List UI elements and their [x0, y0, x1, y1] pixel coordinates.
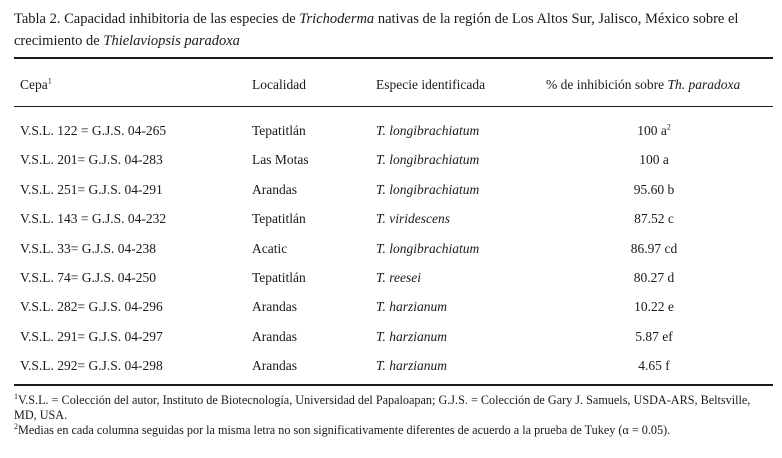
header-inhibicion: % de inhibición sobre Th. paradoxa: [546, 77, 741, 92]
cell-cepa: V.S.L. 122 = G.J.S. 04-265: [20, 123, 167, 138]
cell-localidad: Arandas: [252, 181, 297, 197]
top-rule: [14, 57, 773, 59]
header-especie: Especie identificada: [376, 77, 486, 92]
cell-localidad: Arandas: [252, 358, 297, 374]
cell-footnote-ref: 2: [666, 122, 671, 132]
cell-cepa: V.S.L. 291= G.J.S. 04-297: [20, 328, 163, 344]
bottom-rule: [14, 384, 773, 386]
cell-especie: T. harzianum: [376, 328, 448, 344]
cell-localidad: Las Motas: [252, 152, 309, 168]
cell-cepa: V.S.L. 74= G.J.S. 04-250: [20, 270, 157, 285]
cell-localidad: Arandas: [252, 299, 297, 315]
footnote-2: $^2$Medias en cada columna seguidas por la misma letra no son significativamente diferentes de acuerdo a la prueba de Tukey (α = 0.05).: [14, 421, 671, 437]
table-row: [14, 116, 773, 145]
table-row: [14, 322, 773, 351]
table-row: [14, 145, 773, 174]
cell-especie: T. longibrachiatum: [376, 181, 480, 197]
cell-localidad: Tepatitlán: [252, 270, 306, 285]
cell-localidad: Tepatitlán: [252, 211, 306, 227]
cell-cepa: V.S.L. 143 = G.J.S. 04-232: [20, 211, 167, 227]
footnotes: [14, 393, 774, 438]
cell-cepa: V.S.L. 33= G.J.S. 04-238: [20, 240, 157, 256]
caption-prefix: Tabla 2. Capacidad inhibitoria de las especies de: [14, 11, 300, 27]
cell-especie: T. harzianum: [376, 299, 448, 315]
cell-especie: T. reesei: [376, 270, 421, 285]
header-cepa-footnote-ref: 1: [47, 76, 52, 86]
cell-cepa: V.S.L. 201= G.J.S. 04-283: [20, 152, 163, 168]
table-row: [14, 204, 773, 233]
table-row: [14, 292, 773, 321]
caption-genus: Trichoderma: [299, 11, 375, 27]
cell-cepa: V.S.L. 292= G.J.S. 04-298: [20, 358, 163, 374]
table-caption: [14, 8, 774, 52]
cell-cepa: V.S.L. 282= G.J.S. 04-296: [20, 299, 163, 315]
table-row: [14, 175, 773, 204]
cell-inhibicion: 87.52 c: [634, 211, 674, 227]
table-row: [14, 351, 773, 380]
header-cepa: Cepa$^1$: [20, 76, 52, 92]
header-rule: [14, 106, 773, 107]
cell-especie: T. longibrachiatum: [376, 152, 480, 168]
cell-inhibicion: 5.87 ef: [635, 328, 673, 344]
cell-inhibicion: 86.97 cd: [630, 240, 678, 256]
cell-especie: T. longibrachiatum: [376, 123, 480, 138]
table-row: [14, 234, 773, 263]
cell-inhibicion: 95.60 b: [633, 181, 675, 197]
cell-localidad: Arandas: [252, 328, 297, 344]
cell-cepa: V.S.L. 251= G.J.S. 04-291: [20, 181, 163, 197]
cell-inhibicion: 80.27 d: [633, 270, 675, 285]
cell-inhibicion: 100 $a^2$: [637, 122, 671, 138]
cell-especie: T. longibrachiatum: [376, 240, 480, 256]
table-row: [14, 263, 773, 292]
cell-inhibicion: 4.65 f: [638, 358, 670, 374]
cell-especie: T. harzianum: [376, 358, 448, 374]
footnote-1: $^1$V.S.L. = Colección del autor, Instituto de Biotecnología, Universidad del Papaloapan; G.J.S. = Colección de Gary J. Samuels, USDA-ARS, Beltsville, MD, USA.: [14, 391, 751, 422]
cell-inhibicion: 100 a: [639, 152, 669, 168]
table-header-row: [14, 70, 773, 99]
cell-inhibicion: 10.22 e: [634, 299, 674, 315]
cell-localidad: Tepatitlán: [252, 123, 306, 138]
caption-middle: nativas de la región de Los Altos Sur, Jalisco, México sobre el crecimiento de: [14, 11, 739, 49]
cell-especie: T. viridescens: [376, 211, 450, 227]
caption-pathogen: Thielaviopsis paradoxa: [103, 33, 240, 49]
cell-localidad: Acatic: [252, 240, 288, 256]
header-localidad: Localidad: [252, 77, 306, 92]
